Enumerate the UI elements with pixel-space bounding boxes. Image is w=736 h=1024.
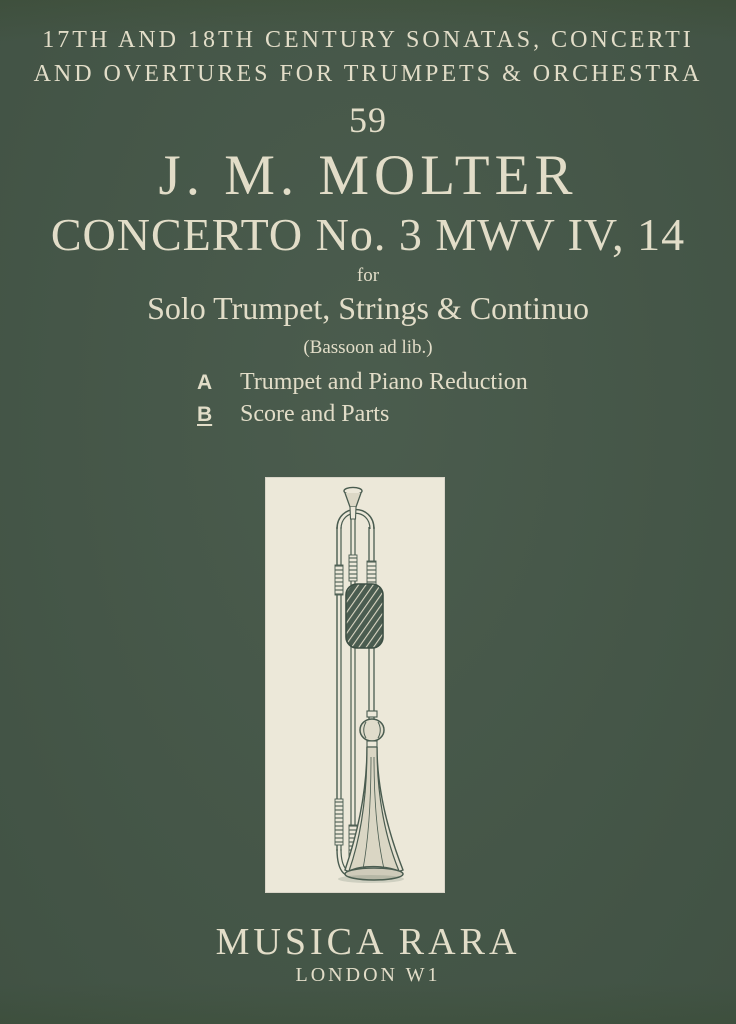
publisher-name: MUSICA RARA	[215, 921, 521, 963]
composer-name: J. M. MOLTER	[158, 144, 578, 207]
edition-list	[197, 369, 528, 433]
instrumentation-note: (Bassoon ad lib.)	[303, 337, 433, 358]
work-title: CONCERTO No. 3 MWV IV, 14	[50, 209, 686, 260]
edition-label-b: B	[197, 403, 213, 426]
trumpet-illustration-panel	[265, 477, 445, 893]
series-title-line1: 17TH AND 18TH CENTURY SONATAS, CONCERTI	[42, 27, 694, 53]
edition-text-a: Trumpet and Piano Reduction	[240, 369, 528, 395]
publisher-location: LONDON W1	[295, 964, 441, 986]
edition-row-a	[197, 369, 528, 393]
catalog-number: 59	[349, 100, 387, 140]
edition-row-b	[197, 401, 528, 425]
for-label: for	[356, 265, 380, 286]
series-title-line2: AND OVERTURES FOR TRUMPETS & ORCHESTRA	[33, 61, 703, 87]
edition-text-b: Score and Parts	[240, 401, 390, 427]
baroque-trumpet-icon	[265, 477, 445, 893]
edition-label-a: A	[197, 371, 213, 394]
instrumentation: Solo Trumpet, Strings & Continuo	[147, 290, 589, 326]
